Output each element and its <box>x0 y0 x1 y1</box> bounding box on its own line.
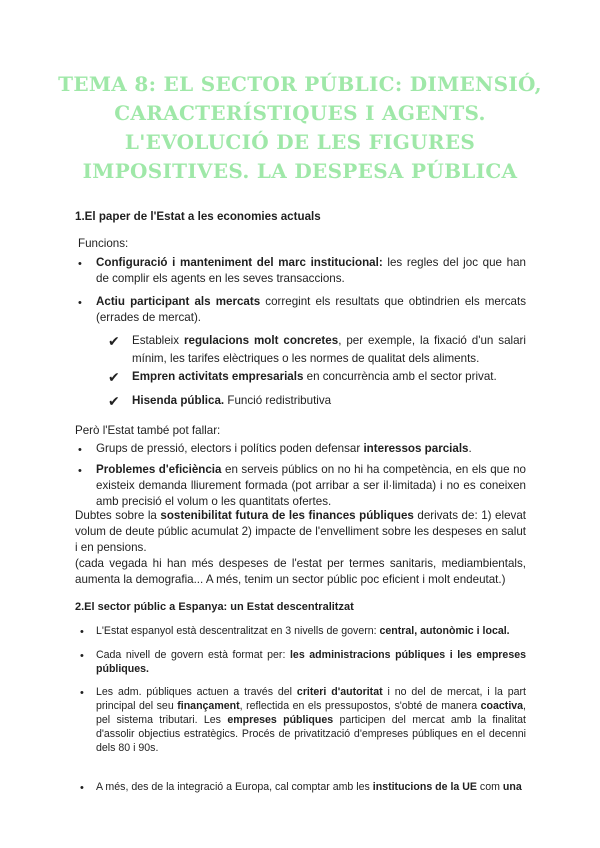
bullet-icon: • <box>78 444 82 456</box>
list-item: A més, des de la integració a Europa, cal comptar amb les institucions de la UE com una <box>96 781 522 793</box>
title-line: IMPOSITIVES. LA DESPESA PÚBLICA <box>82 159 518 183</box>
note-paragraph: (cada vegada hi han més despeses de l'estat per termes sanitaris, mediambientals, aumenta la demografia... A més, tenim un sector públic poc eficient i molt endeutat.) <box>75 557 526 586</box>
list-item: Empren activitats empresarials en concurrència amb el sector privat. <box>132 370 497 383</box>
page-title <box>40 70 560 186</box>
bullet-icon: • <box>78 258 82 270</box>
list-item: Actiu participant als mercats corregint els resultats que obtindrien els mercats (errades de mercat). <box>96 295 526 324</box>
checkmark-icon: ✔ <box>108 333 120 349</box>
bullet-icon: • <box>78 297 82 309</box>
checkmark-icon: ✔ <box>108 369 120 385</box>
section-1-heading: 1.El paper de l'Estat a les economies actuals <box>75 210 321 223</box>
bullet-icon: • <box>80 626 84 638</box>
title-line: TEMA 8: EL SECTOR PÚBLIC: DIMENSIÓ, <box>58 72 542 96</box>
title-line: L'EVOLUCIÓ DE LES FIGURES <box>124 130 476 154</box>
bullet-icon: • <box>78 465 82 477</box>
bullet-icon: • <box>80 782 84 794</box>
fail-intro: Però l'Estat també pot fallar: <box>75 424 221 437</box>
list-item: Grups de pressió, electors i polítics poden defensar interessos parcials. <box>96 442 472 455</box>
title-line: CARACTERÍSTIQUES I AGENTS. <box>114 101 486 125</box>
list-item: Configuració i manteniment del marc institucional: les regles del joc que han de complir els agents en les seves transaccions. <box>96 256 526 285</box>
checkmark-icon: ✔ <box>108 393 120 409</box>
functions-intro: Funcions: <box>78 237 129 250</box>
list-item: Les adm. públiques actuen a través del criteri d'autoritat i no del de mercat, i la part principal del seu finançament, reflectida en els pressupostos, s'obté de manera coactiva, pel sistema tributari. Les empreses públiques participen del mercat amb la finalitat d'assolir objectius estratègics. Procés de privatització d'empreses públiques en el decenni dels 80 i 90s. <box>96 686 526 754</box>
list-item: Problemes d'eficiència en serveis públics on no hi ha competència, en els que no existeix demanda lliurement formada (pot arribar a ser il·limitada) i no es coneixen amb precisió el volum o les quantitats ofertes. <box>96 463 526 508</box>
bullet-icon: • <box>80 687 84 699</box>
list-item: L'Estat espanyol està descentralitzat en 3 nivells de govern: central, autonòmic i local. <box>96 625 510 637</box>
list-item: Estableix regulacions molt concretes, per exemple, la fixació d'un salari mínim, les tarifes elèctriques o les normes de qualitat dels aliments. <box>132 334 526 365</box>
doubts-paragraph: Dubtes sobre la sostenibilitat futura de les finances públiques derivats de: 1) elevat volum de deute públic acumulat 2) impacte de l'envelliment sobre les despeses en salut i en pensions. <box>75 509 526 554</box>
list-item: Hisenda pública. Funció redistributiva <box>132 394 332 407</box>
section-2-heading: 2.El sector públic a Espanya: un Estat descentralitzat <box>75 601 354 613</box>
list-item: Cada nivell de govern està format per: les administracions públiques i les empreses públiques. <box>96 649 527 675</box>
bullet-icon: • <box>80 650 84 662</box>
